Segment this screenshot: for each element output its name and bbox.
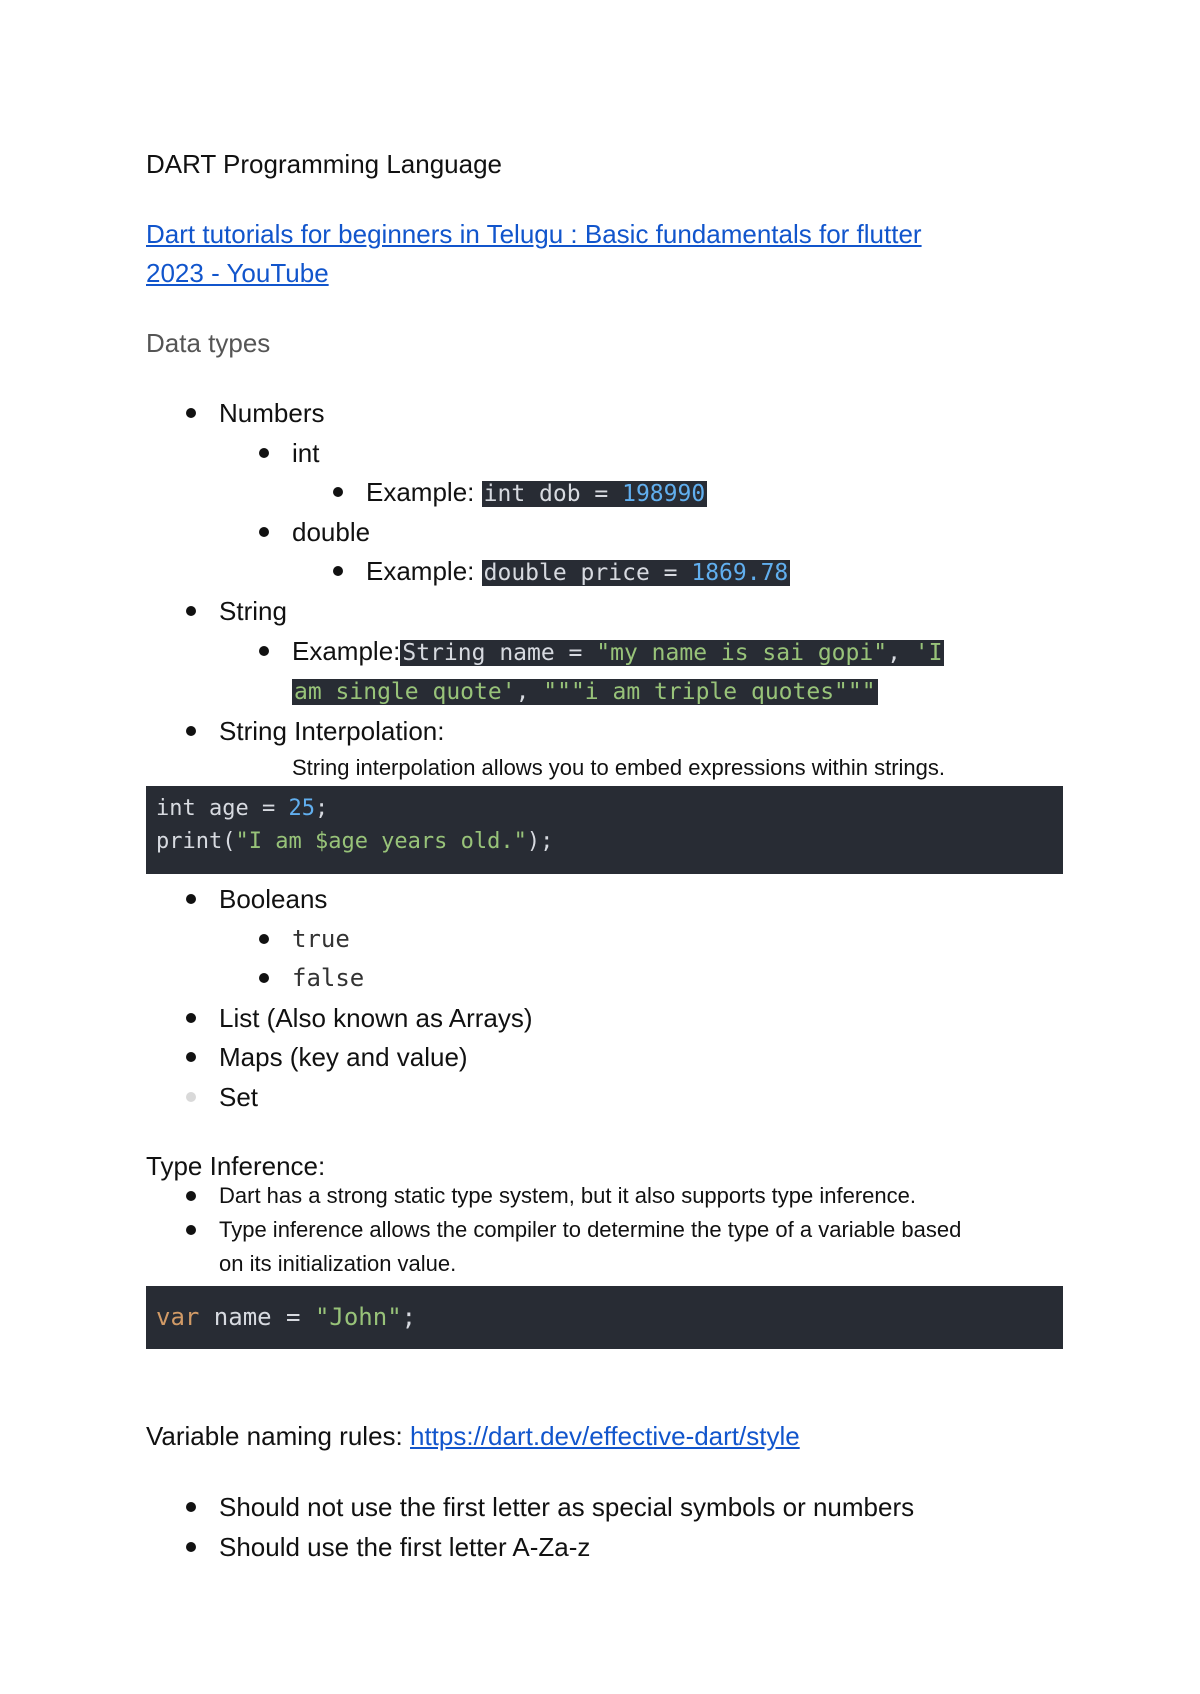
inline-code-double: double price = 1869.78	[483, 560, 789, 586]
example-label: Example:	[292, 636, 401, 666]
document-title: DART Programming Language	[146, 149, 503, 179]
type-inference-bullet-2-line2: on its initialization value.	[219, 1251, 457, 1276]
bullet-icon	[259, 646, 269, 656]
interpolation-description: String interpolation allows you to embed expressions within strings.	[292, 755, 945, 780]
naming-rules-line	[146, 1418, 800, 1454]
bullet-icon	[186, 1191, 196, 1201]
youtube-link-line1[interactable]: Dart tutorials for beginners in Telugu : Basic fundamentals for flutter	[146, 219, 922, 249]
list-item-list: List (Also known as Arrays)	[219, 1003, 533, 1033]
list-item-double: double	[292, 517, 371, 547]
type-inference-bullet-1: Dart has a strong static type system, but it also supports type inference.	[219, 1183, 916, 1208]
bullet-icon	[186, 1542, 196, 1552]
type-inference-bullet-2-line1: Type inference allows the compiler to determine the type of a variable based	[219, 1217, 962, 1242]
bullet-icon	[186, 1502, 196, 1512]
bullet-icon	[186, 1013, 196, 1023]
naming-rule-2: Should use the first letter A-Za-z	[219, 1532, 591, 1562]
bullet-icon	[186, 606, 196, 616]
list-item-booleans: Booleans	[219, 884, 328, 914]
boolean-true: true	[292, 925, 350, 953]
list-item-int: int	[292, 438, 320, 468]
list-item-numbers: Numbers	[219, 398, 325, 428]
list-item-maps: Maps (key and value)	[219, 1042, 468, 1072]
bullet-icon	[259, 973, 269, 983]
bullet-icon	[186, 1052, 196, 1062]
dart-style-link[interactable]: https://dart.dev/effective-dart/style	[410, 1421, 800, 1451]
boolean-false: false	[292, 964, 365, 992]
bullet-icon	[259, 448, 269, 458]
bullet-icon	[333, 566, 343, 576]
string-example-line1	[292, 633, 944, 671]
int-example	[366, 474, 707, 512]
example-label: Example:	[366, 556, 475, 586]
bullet-icon	[186, 894, 196, 904]
bullet-icon	[259, 934, 269, 944]
string-example-line2	[292, 672, 878, 710]
inline-code-string-2: am single quote', """i am triple quotes"""	[294, 679, 876, 705]
type-inference-heading: Type Inference:	[146, 1151, 326, 1181]
double-example	[366, 553, 790, 591]
bullet-icon	[186, 726, 196, 736]
bullet-icon	[333, 487, 343, 497]
list-item-string-interpolation: String Interpolation:	[219, 716, 445, 746]
youtube-link-line2[interactable]: 2023 - YouTube	[146, 258, 329, 288]
bullet-icon	[186, 408, 196, 418]
bullet-icon	[186, 1092, 196, 1102]
code-block-interpolation	[146, 786, 1063, 874]
list-item-set: Set	[219, 1082, 259, 1112]
inline-code-string-1: String name = "my name is sai gopi", 'I	[402, 640, 943, 666]
code-line: int age = 25;	[156, 796, 329, 821]
example-label: Example:	[366, 477, 475, 507]
bullet-icon	[259, 527, 269, 537]
list-item-string: String	[219, 596, 287, 626]
naming-rules-label: Variable naming rules:	[146, 1421, 410, 1451]
section-heading-data-types: Data types	[146, 328, 271, 358]
inline-code-int: int dob = 198990	[483, 481, 706, 507]
code-line: print("I am $age years old.");	[156, 829, 554, 854]
bullet-icon	[186, 1225, 196, 1235]
code-line: var name = "John";	[156, 1303, 417, 1331]
code-block-type-inference	[146, 1286, 1063, 1349]
naming-rule-1: Should not use the first letter as special symbols or numbers	[219, 1492, 915, 1522]
